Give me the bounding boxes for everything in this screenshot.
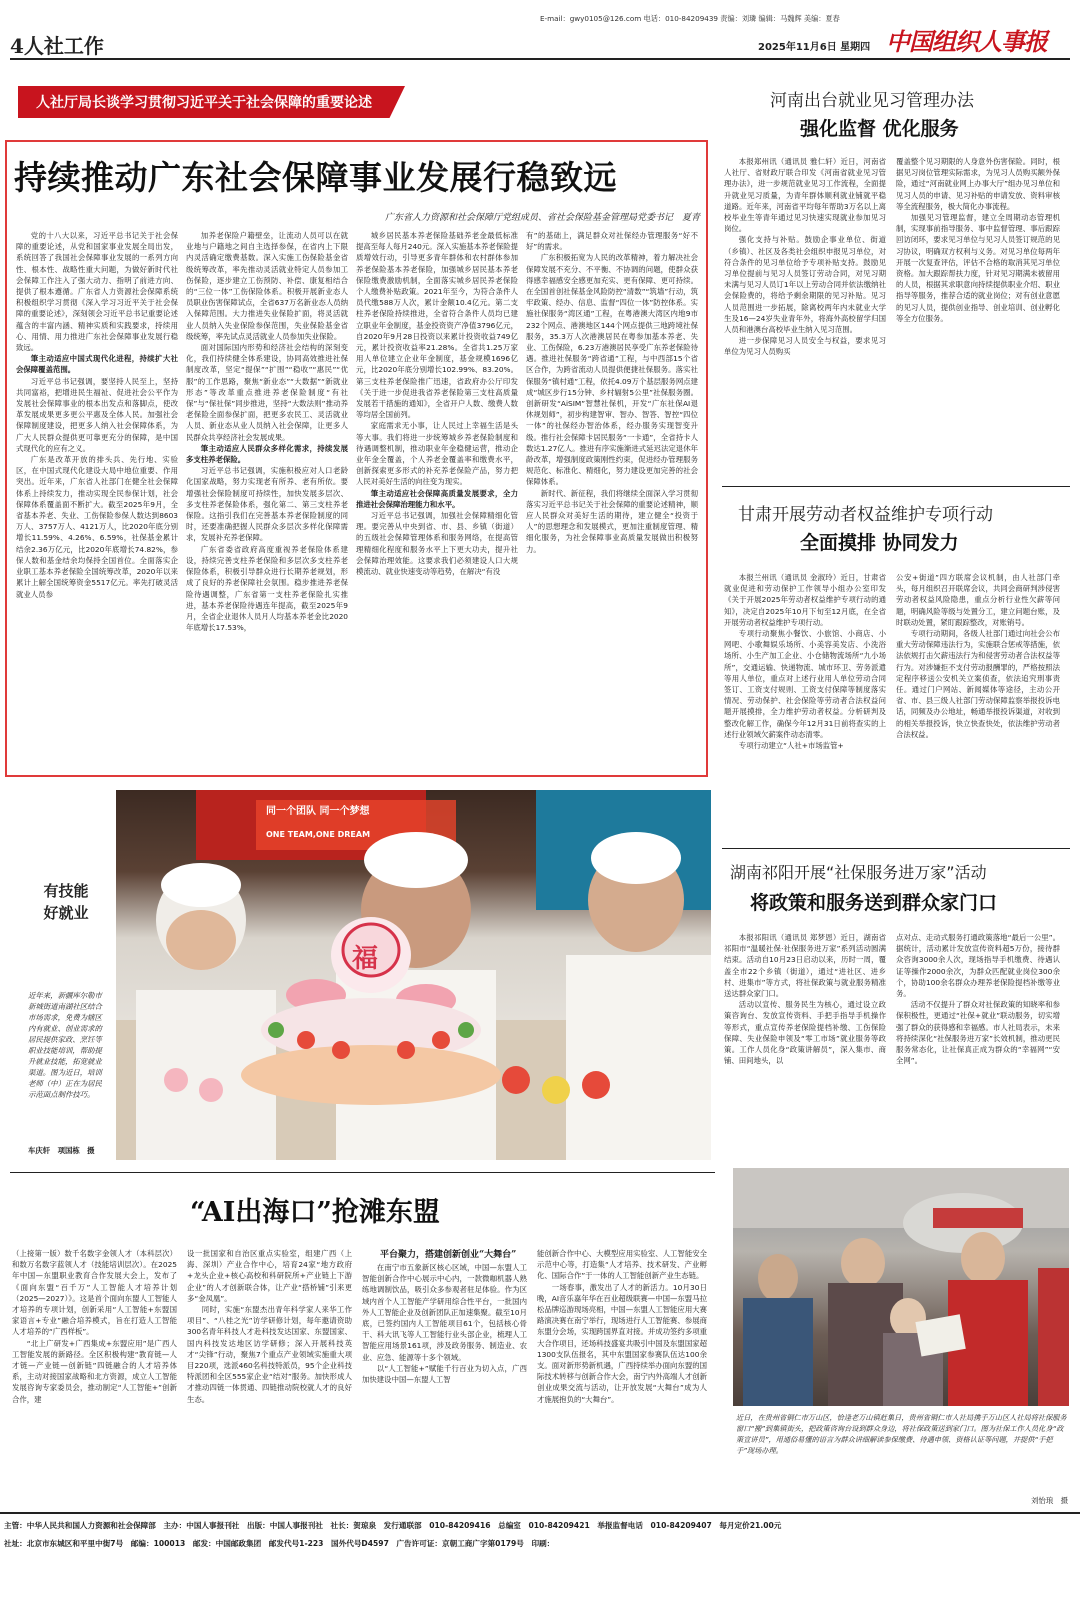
main-byline: 广东省人力资源和社会保障厅党组成员、省社会保险基金管理局党委书记 夏青 [384,213,700,223]
henan-column-a [724,156,886,481]
main-paragraph: 城乡居民基本养老保险基础养老金最低标准提高至每人每月240元。深入实施基本养老保险提质增效行动，引导更多青年群体和农村群体参加养老保险基本养老保险，加强城乡居民基本养老保险缴费激励机制，全面落实城乡居民养老保险个人缴费补贴政策。2021年至今，为符合条件人员代缴588万人次，累计金额10.4亿元。第二支柱养老保险持续推进，全省符合条件人员均已建立职业年金制度，基金投资资产净值3796亿元，自2020年9月28日投资以来累计投资收益749亿元，累计投资收益率21.28%。全省共1.25万家用人单位建立企业年金制度，基金规模1696亿元，比2020年底分别增长102.99%、83.20%。第三支柱养老保险推广迅速，省政府办公厅印发《关于进一步促进我省养老保险第三支柱高质量发展若干措施的通知》，全省开户人数、缴费人数等均居全国前列。 [356,231,518,420]
pastry-scene-illustration [116,790,711,1160]
main-paragraph: 广东是改革开放的排头兵、先行地、实验区，在中国式现代化建设大局中地位重要、作用突出。近年来，广东省人社部门在健全社会保障体系上持续发力，推动实现全民参保计划，社会保障体系覆盖面不断扩大。截至2025年9月，全省基本养老、失业、工伤保险参保人数达到8603万人、3757万人、4121万人，比2020年底分别增长11.59%、4.26%、6.59%，社保基金累计结余2.36万亿元，比2020年底增长74.82%，参保人数和基金结余均保持全国首位。全面落实企业职工基本养老保险全国统筹改革，2020年以来累计上解全国统筹资金5517亿元。率先打破灵活就业人员参 [16,455,178,599]
ai-paragraph: 同时，实施“东盟杰出青年科学家人来华工作项目”、“八桂之光”访学研修计划，每年邀请资助300名青年科技人才赴科技发达国家、东盟国家、国内科技发达地区访学研修；深入开展科技英才“尖锋”行动，聚焦7个重点产业领域实施重大项目220项，选派460名科技特派员，95个企业科技特派团和全区555家企业“结对”服务。加快形成人才推动四链一体贯通、四链推动院校就人才的良好生态。 [187,1305,352,1404]
banner-slogan-english: ONE TEAM,ONE DREAM [266,830,371,839]
masthead-rule [10,58,1070,60]
ai-headline: “AI出海口”抢滩东盟 [190,1197,440,1228]
page-label: 4人社工作 [10,34,104,58]
gansu-subtitle: 全面摸排 协同发力 [800,532,959,554]
main-column-1 [16,230,178,770]
main-column-4 [526,230,698,770]
footer-line-2: 社址：北京市东城区和平里中街7号 邮编：100013 邮发：中国邮政集团 邮发代号1-223 国外代号D4597 广告许可证：京朝工商广字第0179号 印刷： [4,1539,555,1548]
gansu-column-a [724,572,886,842]
henan-paragraph: 覆盖整个见习期限的人身意外伤害保险。同时，根据见习岗位管理实际需求，为见习人员购买额外保险，通过“河南就业网上办事大厅”组办见习单位和见习人员的申请、见习补贴的申请发放、资料审核等全流程服务，极大简化办事流程。 [896,157,1060,211]
henan-column-b [896,156,1060,481]
main-subhead: 筆主动适应中国式现代化进程，持续扩大社会保障覆盖范围。 [16,354,178,375]
issue-date: 2025年11月6日 星期四 [758,42,871,53]
gansu-paragraph: 公安+街道”四方联席会议机制，由人社部门牵头，每月组织召开联席会议，共同会商研判涉侵害劳动者权益风险隐患，重点分析行业性欠薪等问题，明确风险等级与处置分工，建立问题台账，及时联动处置，紧盯跟踪整改，对账销号。 [896,573,1060,627]
photo1-credit: 车庆轩 项国栋 摄 [28,1146,95,1155]
henan-paragraph: 强化支持与补贴。鼓励企事业单位、街道（乡镇）、社区及各类社会组织申报见习单位，对符合条件的见习单位给予专项补贴支持。鼓励见习单位提前与见习人员签订劳动合同，对见习期未满与见习人员订1年以上劳动合同并依法缴纳社会保险费的，将给予剩余期限的见习补贴。见习人员范围进一步拓展，除离校两年内未就业大学生及16—24岁失业青年外，将海外高校留学归国人员和港澳台高校毕业生纳入见习范围。 [724,235,886,335]
henan-paragraph: 加强见习管理监督，建立全周期动态管理机制，实现事前指导服务、事中监督管理、事后跟踪回访闭环，要求见习单位与见习人员签订规范的见习协议，明确双方权利与义务。对见习单位每两年开展一次复查评估，评估不合格的取消其见习单位资格。加大跟踪帮扶力度，针对见习期满未被留用的人员，根据其求职意向持续提供职业介绍、职业指导等服务，推荐合适的就业岗位；对有创业意愿的见习人员，提供创业指导、创业培训、创业孵化等全方位服务。 [896,213,1060,323]
main-paragraph: 家庭需求无小事，让人民过上幸福生活是头等大事。我们将进一步统筹城乡养老保险制度和待遇调整机制，推动职业年金稳健运营，推动企业年金全覆盖，个人养老金覆盖率和缴费水平，创新探索更多形式的补充养老保险产品，努力把人民对美好生活的向往变为现实。 [356,421,518,487]
main-paragraph: 面对国际国内形势和经济社会结构的深刻变化，我们持续健全体系建设，协同高效推进社保制度改革，坚定“提保”“扩围”“稳收”“惠民”“优服”的工作思路，聚焦“新业态”“大数据”“新就业形态”等改革重点推进养老保险制度“有社保”与“保社保”同步推进，坚持“大数法则”推动养老保险全面参保扩面，把更多农民工、灵活就业人员、新业态从业人员纳入社会保障，让更多人民群众共享经济社会发展成果。 [186,343,348,442]
market-scene-illustration [733,1168,1069,1406]
main-subhead: 筆主动适应社会保障高质量发展要求，全力推进社会保障治理能力和水平。 [356,488,518,509]
main-headline: 持续推动广东社会保障事业发展行稳致远 [14,158,617,197]
ai-paragraph: 能创新合作中心、大模型应用实验室、人工智能安全示范中心等，打造集“人才培养、技术研发、产业孵化、国际合作”于一体的人工智能创新产业生态链。 [537,1249,707,1281]
main-column-3 [356,230,518,770]
photo1-caption-title: 有技能 好就业 [43,882,89,922]
divider-ai [10,1172,715,1173]
gansu-paragraph: 专项行动聚焦小餐饮、小旅馆、小商店、小网吧、小歌舞娱乐场所、小美容美发店、小洗浴场所、小生产加工企业、小仓储物流场所“九小场所”，交通运输、快递物流、城市环卫、劳务派遣等用人单位，重点对上述行业用人单位劳动合同签订、工资支付规则、工资支付保障等制度落实情况、劳动保护、社会保险等劳动者合法权益问题开展摸排，全力维护劳动者权益。分析研判及整改化解工作，确保今年12月31日前将查实的上述行业领域欠薪案件动态清零。 [724,629,886,739]
main-paragraph: 习近平总书记强调，加强社会保障精细化管理。要完善从中央到省、市、县、乡镇（街道）的五级社会保障管理体系和服务网络，在提高管理精细化程度和服务水平上下更大功夫，提升社会保障治理效能。这要求我们必须建设人口大规模流动、就业快速变动等趋势，在解决“有没 [356,511,518,577]
hunan-title: 湖南祁阳开展“社保服务进万家”活动 [730,863,987,882]
main-subhead: 筆主动适应人民群众多样化需求，持续发展多支柱养老保险。 [186,443,348,465]
main-paragraph: 有”的基础上，满足群众对社保经办管理服务“好不好”的需求。 [526,231,698,252]
gansu-column-b [896,572,1060,842]
ai-subhead: 平台聚力，搭建创新创业“大舞台” [380,1250,517,1260]
cake-character: 福 [352,944,379,974]
hunan-paragraph: 本报祁阳讯（通讯员 郑梦恩）近日，湖南省祁阳市“温暖社保·社保服务进万家”系列活动圆满结束。活动自10月23日启动以来，历时一周，覆盖全市22个乡镇（街道），通过“进社区、进乡村、进集市”等方式，将社保政策与就业服务精准送达群众家门口。 [724,933,886,999]
ai-column-1 [12,1248,177,1493]
hunan-paragraph: 点对点、走动式服务打通政策落地“最后一公里”。据统计，活动累计发放宣传资料超5万份，接待群众咨询3000余人次，现场指导手机缴费、待遇认证等操作2000余次，为群众匹配就业岗位300余个，协助100余名群众办理养老保险提档补缴等业务。 [896,933,1060,999]
market-service-photo [733,1168,1069,1406]
henan-paragraph: 本报郑州讯（通讯员 雅仁轩）近日，河南省人社厅、省财政厅联合印发《河南省就业见习管理办法》，进一步规范就业见习工作流程，全面提升就业见习质量，为青年群体顺利就业铺就平稳道路。近年来，河南省平均每年帮助3万名以上离校毕业生等青年通过见习快速实现就业参加见习岗位。 [724,157,886,234]
main-column-2 [186,230,348,770]
gansu-title: 甘肃开展劳动者权益维护专项行动 [738,505,993,525]
ai-paragraph: （上接第一版）数千名数字金领人才（本科层次）和数万名数字蓝领人才（技能培训层次）。在2025年中国—东盟职业教育合作发展大会上，发布了《面向东盟“百千万”人工智能人才培养计划（2025—2027）》。这是首个面向东盟人工智能人才培养的专项计划，创新采用“人工智能+东盟国家语言+专业”融合培养模式，旨在打造人工智能人才培养的“广西样板”。 [12,1249,177,1337]
gansu-paragraph: 本报兰州讯（通讯员 金淑玲）近日，甘肃省就业促进和劳动保护工作领导小组办公室印发《关于开展2025年劳动者权益维护专项行动的通知》，决定自2025年10月下旬至12月底，在全省开展劳动者权益维护专项行动。 [724,573,886,627]
photo1-caption: 近年来，新疆库尔勒市新城街道南湖社区结合市场需求，免费为辖区内有就业、创业需求的居民提供家政、烹饪等职业技能培训，帮助提升就业技能，拓宽就业渠道。图为近日，培训老师（中）正在为居民示范面点制作技巧。 [28,991,102,1099]
ai-paragraph: 设一批国家和自治区重点实验室，组建广西（上海、深圳）产业合作中心，培育24家“地方政府+龙头企业+核心高校和科研院所+产业链上下游企业”的人才创新联合体，让产业“搭桥铺”引来更多“金凤凰”。 [187,1249,352,1303]
photo3-credit: 刘怡琅 摄 [1031,1496,1068,1505]
ai-paragraph: 在南宁市五象新区核心区域，中国—东盟人工智能创新合作中心展示中心内，一款微咖机器人熟练地调制饮品，吸引众多参观者驻足体验。作为区域内首个人工智能产学研用综合性平台，一批国内外人工智能企业及创新团队正加速集聚。截至10月底，已签约国内人工智能项目61个，包括核心骨干、科大讯飞等人工智能行业头部企业，梳理人工智能应用场景161项，涉及政务服务、制造业、农业、应急、能源等十多个领域。 [362,1263,527,1362]
hunan-column-a [724,932,886,1154]
gansu-paragraph: 专项行动期间，各级人社部门通过向社会公布重大劳动保障违法行为，实施联合惩戒等措施，依法依规打击欠薪违法行为和侵害劳动者合法权益等行为。对涉嫌拒不支付劳动报酬罪的，严格按照法定程序移送公安机关立案侦查，依法追究刑事责任。通过门户网站、新闻媒体等途径，主动公开省、市、县三级人社部门劳动保障监察举报投诉电话，同频及办公地址，畅通举报投诉渠道，对收到的相关举报投诉，快立快查快处，依法维护劳动者合法权益。 [896,629,1060,739]
main-paragraph: 习近平总书记强调，实施积极应对人口老龄化国家战略，努力实现老有所养、老有所依。要增强社会保险制度可持续性，加快发展多层次、多支柱养老保险体系，强化第二、第三支柱养老保险。这指引我们在完善基本养老保险制度的同时，还要准确把握人民群众多层次多样化保障需求，发展补充养老保障。 [186,466,348,543]
henan-title: 河南出台就业见习管理办法 [770,91,974,111]
main-paragraph: 新时代、新征程，我们将继续全面深入学习贯彻落实习近平总书记关于社会保障的重要论述精神，顺应人民群众对美好生活的期待，建立健全“投资于人”的思想理念和发展模式，更加注重制度管理、精细化服务，为社会保障事业高质量发展做出积极努力。 [526,488,698,554]
ai-paragraph: 一场春事，激发出了人才的新活力。10月30日晚，AI音乐嘉年华在百业超级联赛—中国—东盟马拉松品牌巡游现场亮相，中国—东盟人工智能应用大赛路演决赛在南宁举行，现场进行人工智能赛、参展商东盟分会场，实现跨国界直对接。并成功签约多项重大合作项目，还场科技盛宴共吸引中国及东盟国家超1300支队伍报名，其中东盟国家参赛队伍达100余支。面对新形势新机遇，广西持续举办面向东盟的国际技术转移与创新合作大会，南宁内外高端人才创新创业成果交流与活动，让开放发展“大舞台”成为人才施展抱负的“大舞台”。 [537,1282,707,1404]
hunan-subtitle: 将政策和服务送到群众家门口 [750,892,998,914]
gansu-paragraph: 专项行动建立“人社+市场监管+ [738,741,844,751]
main-paragraph: 习近平总书记强调，要坚持人民至上，坚持共同富裕，把增进民生福祉、促进社会公平作为发展社会保障事业的根本出发点和落脚点，使改革发展成果更多更公平惠及全体人民。加强社会保障制度建设，把更多人纳入社会保障体系，为广大人民群众提供更可靠更充分的保障，是中国式现代化的应有之义。 [16,376,178,453]
hunan-column-b [896,932,1060,1154]
ai-paragraph: 以“人工智能+”赋能千行百业为切入点，广西加快建设中国—东盟人工智 [362,1363,527,1385]
henan-paragraph: 进一步保障见习人员安全与权益，要求见习单位为见习人员购买 [724,336,886,357]
ai-column-2 [187,1248,352,1493]
main-paragraph: 加养老保险户籍壁垒，让流动人员可以在就业地与户籍地之间自主选择参保，在省内上下限内灵活确定缴费基数。深入实施工伤保险基金省级统筹改革，率先推动灵活就业特定人员参加工伤保险，逐步建立工伤预防、补偿、康复相结合的“三位一体”工伤保险体系。积极开展新业态人员职业伤害保障试点，全省637万名新业态人员纳入保障范围。大力推进失业保险扩面，将灵活就业人员纳入失业保险参保范围，失业保险基金省级统筹，率先试点灵活就业人员参加失业保险。 [186,231,348,341]
main-paragraph: 党的十八大以来，习近平总书记关于社会保障的重要论述，从党和国家事业发展全局出发，系统回答了我国社会保障事业发展的一系列方向性、根本性、战略性重大问题，为做好新时代社会保障工作注入了强大动力、指明了前进方向、提供了根本遵循。广东省人力资源社会保障系统积极组织学习贯彻《深入学习习近平关于社会保障的重要论述》，深刻领会习近平总书记重要论述蕴含的丰富内涵、精神实质和实践要求，持续用心、用情、用力推进广东社会保障事业发展行稳致远。 [16,231,178,353]
masthead-contact: E-mail：gwy0105@126.com 电话：010-84209439 责编：刘璘 编辑：马魏辉 美编：夏春 [540,14,840,23]
pastry-class-photo [116,790,711,1160]
ai-column-4 [537,1248,707,1493]
kicker-text: 人社厅局长谈学习贯彻习近平关于社会保障的重要论述 [36,95,372,111]
henan-subtitle: 强化监督 优化服务 [800,118,959,140]
hunan-paragraph: 活动不仅提升了群众对社保政策的知晓率和参保积极性，更通过“社保+就业”联动服务，切实增强了群众的获得感和幸福感。市人社局表示，未来将持续深化“社保服务进万家”长效机制，推动更民服务常态化，让社保真正成为群众的“幸福网”“安全网”。 [896,1000,1060,1066]
photo3-caption: 近日，在贵州省铜仁市万山区，恰逢老万山镇赶集日，贵州省铜仁市人社局携手万山区人社局将社保服务窗口“搬”到集镇街头，把政策咨询台设到群众身边，将社保政策送到家门口。图为社保工作人员化身“政策宣讲员”，用通俗易懂的语言为群众讲细解读参保缴费、待遇申领、资格认证等问题，并提供“手把手”现场办理。 [736,1413,1067,1455]
ai-paragraph: “北上广研发+广西集成+东盟应用”是广西人工智能发展的新路径。全区积极构建“教育链—人才链—产业链—创新链”四链融合的人才培养体系，主动对接国家战略和北方资源，成立人工智能发展咨询专家委员会，推动制定“人工智能+”创新合作，建 [12,1338,177,1404]
main-paragraph: 广东省委省政府高度重视养老保险体系建设，持续完善支柱养老保险和多层次多支柱养老保险体系，积极引导群众进行长期养老规划，形成了良好的养老保障社会氛围。稳步推进养老保险待遇调整，广东省第一支柱养老保险扎实推进，基本养老保险待遇连年提高，截至2025年9月，全省企业退休人员月人均基本养老金比2020年底增长17.53%， [186,544,348,633]
footer-line-1: 主管：中华人民共和国人力资源和社会保障部 主办：中国人事报刊社 出版：中国人事报刊社 社长：贺琼泉 发行通联部 010-84209416 总编室 010-84209421 举报监督电话 010-84209407 每月定价21.00元 [4,1521,782,1530]
divider-gansu [722,848,1070,849]
footer-rule [0,1512,1080,1514]
ai-column-3 [362,1248,527,1493]
main-paragraph: 广东积极拓宽为人民的改革精神，着力解决社会保障发展不充分、不平衡、不协调的问题，使群众获得感幸福感安全感更加充实、更有保障、更可持续。在全国首创社保基金风险防控“清数”“筑墙”行动，筑牢政策、经办、信息、监督“四位一体”防控体系。实施社保服务“湾区通”工程，在粤港澳大湾区内地9市232个网点、港澳地区144个网点提供三地跨境社保服务，35.3万人次港澳居民在粤参加基本养老、失业、工伤保险，6.23万港澳居民享受广东养老保险待遇。推进社保服务“跨省通”工程，与中西部15个省区合作，为跨省流动人员提供便捷社保服务。落实社保服务“镇村通”工程，依托4.09万个基层服务网点建成“城区步行15分钟、乡村辐射5公里”社保服务圈。创新研发“AiSIM”智慧社保机，开发“广东社保AI退休规划师”，初步构建智审、智办、智答、智控“四位一体”的社保经办智治体系，经办服务实现智变升级。推行社会保障卡居民服务“一卡通”，全省持卡人数达1.27亿人。推进有序实施渐进式延迟法定退休年龄改革，增强制度政策刚性约束，促进经办管理服务规范化、标准化、精细化，努力建设更加完善的社会保障体系。 [526,253,698,487]
newspaper-logo: 中国组织人事报 [886,27,1047,56]
hunan-paragraph: 活动以宣传、服务民生为核心，通过设立政策咨询台、发放宣传资料、手把手指导手机操作等形式，重点宣传养老保险提档补缴、工伤保险保障、失业保险申领及“零工市场”就业服务等政策。工作人员化身“政策讲解员”，深入集市、商铺、田间地头，以 [724,1000,886,1066]
banner-slogan: 同一个团队 同一个梦想 [266,806,370,817]
divider-henan [722,486,1070,487]
